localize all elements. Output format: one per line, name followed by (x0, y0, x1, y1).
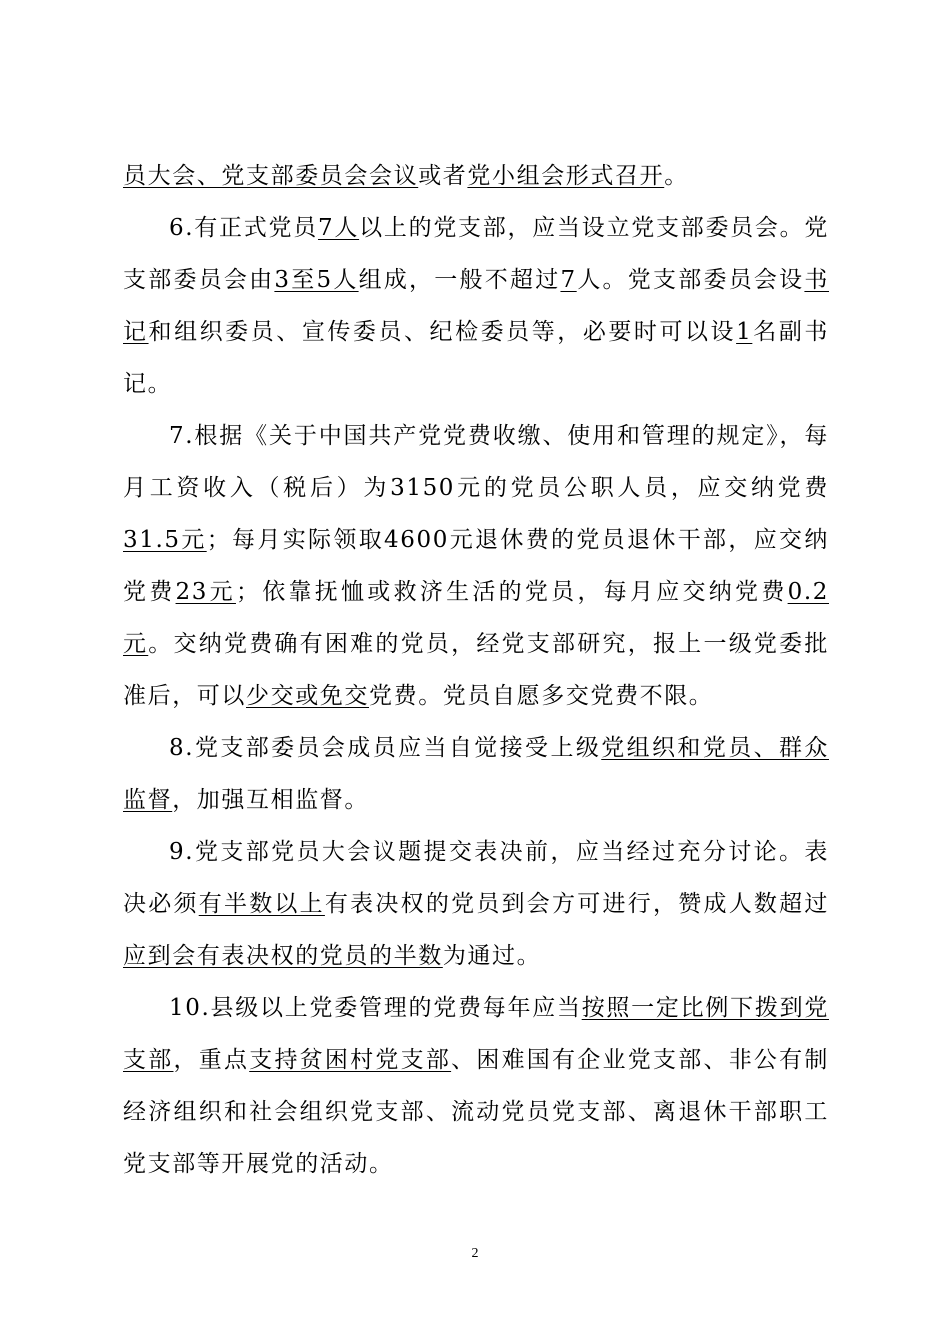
text-segment: 和组织委员、宣传委员、纪检委员等，必要时可以设 (148, 319, 737, 345)
document-body (123, 150, 829, 1190)
paragraph-p10 (123, 982, 829, 1190)
text-segment: 有表决权的党员到会方可进行，赞成人数超过 (324, 891, 830, 917)
text-segment: 人。党支部委员会设 (576, 267, 805, 293)
underlined-answer: 应到会有表决权的党员的半数 (123, 943, 443, 969)
text-segment: 9.党支部党员大会议题提交表决前，应当经过充分讨论。表决必须 (123, 839, 829, 917)
underlined-answer: 党组织和党员、群众监督 (123, 735, 829, 813)
underlined-answer: 党小组会形式召开 (467, 163, 665, 189)
underlined-answer: 按照一定比例下拨到党支部 (123, 995, 829, 1073)
text-segment: 。交纳党费确有困难的党员，经党支部研究，报上一级党委批准后，可以 (123, 631, 830, 709)
text-segment: 7.根据《关于中国共产党党费收缴、使用和管理的规定》，每月工资收入（税后）为3150元的党员公职人员，应交纳党费 (123, 423, 829, 501)
underlined-answer: 7人 (317, 215, 360, 241)
underlined-answer: 0.2元 (123, 579, 829, 657)
paragraph-p7 (123, 410, 829, 722)
text-segment: ；每月实际领取4600元退休费的党员退休干部，应交纳党费 (123, 527, 829, 605)
text-segment: 名副书记。 (123, 319, 829, 397)
text-segment: ，加强互相监督。 (172, 787, 370, 813)
paragraph-p9 (123, 826, 829, 982)
underlined-answer: 支持贫困村党支部 (249, 1047, 452, 1073)
text-segment: ；依靠抚恤或救济生活的党员，每月应交纳党费 (235, 579, 788, 605)
underlined-answer: 23元 (175, 579, 236, 605)
text-segment: 8.党支部委员会成员应当自觉接受上级 (169, 735, 602, 761)
text-segment: 为通过。 (442, 943, 542, 969)
text-segment: 。 (664, 163, 689, 189)
underlined-answer: 3至5人 (274, 267, 359, 293)
text-segment: 组成，一般不超过 (358, 267, 561, 293)
text-segment: 或者 (418, 163, 468, 189)
paragraph-p0-continuation (123, 150, 829, 202)
underlined-answer: 书记 (123, 267, 830, 345)
text-segment: 6.有正式党员 (169, 215, 318, 241)
paragraph-p6 (123, 202, 829, 410)
text-segment: 以上的党支部，应当设立党支部委员会。党支部委员会由 (123, 215, 829, 293)
paragraph-p8 (123, 722, 829, 826)
text-segment: 党费。党员自愿多交党费不限。 (369, 683, 714, 709)
underlined-answer: 有半数以上 (198, 891, 325, 917)
underlined-answer: 31.5元 (123, 527, 207, 553)
underlined-answer: 7 (560, 267, 577, 293)
page-number: 2 (471, 1246, 479, 1261)
underlined-answer: 员大会、党支部委员会会议 (123, 163, 419, 189)
text-segment: 10.县级以上党委管理的党费每年应当 (169, 995, 582, 1021)
underlined-answer: 少交或免交 (246, 683, 369, 709)
text-segment: 、困难国有企业党支部、非公有制经济组织和社会组织党支部、流动党员党支部、离退休干部职工党支部等开展党的活动。 (123, 1047, 829, 1177)
text-segment: ，重点 (173, 1047, 250, 1073)
underlined-answer: 1 (736, 319, 753, 345)
